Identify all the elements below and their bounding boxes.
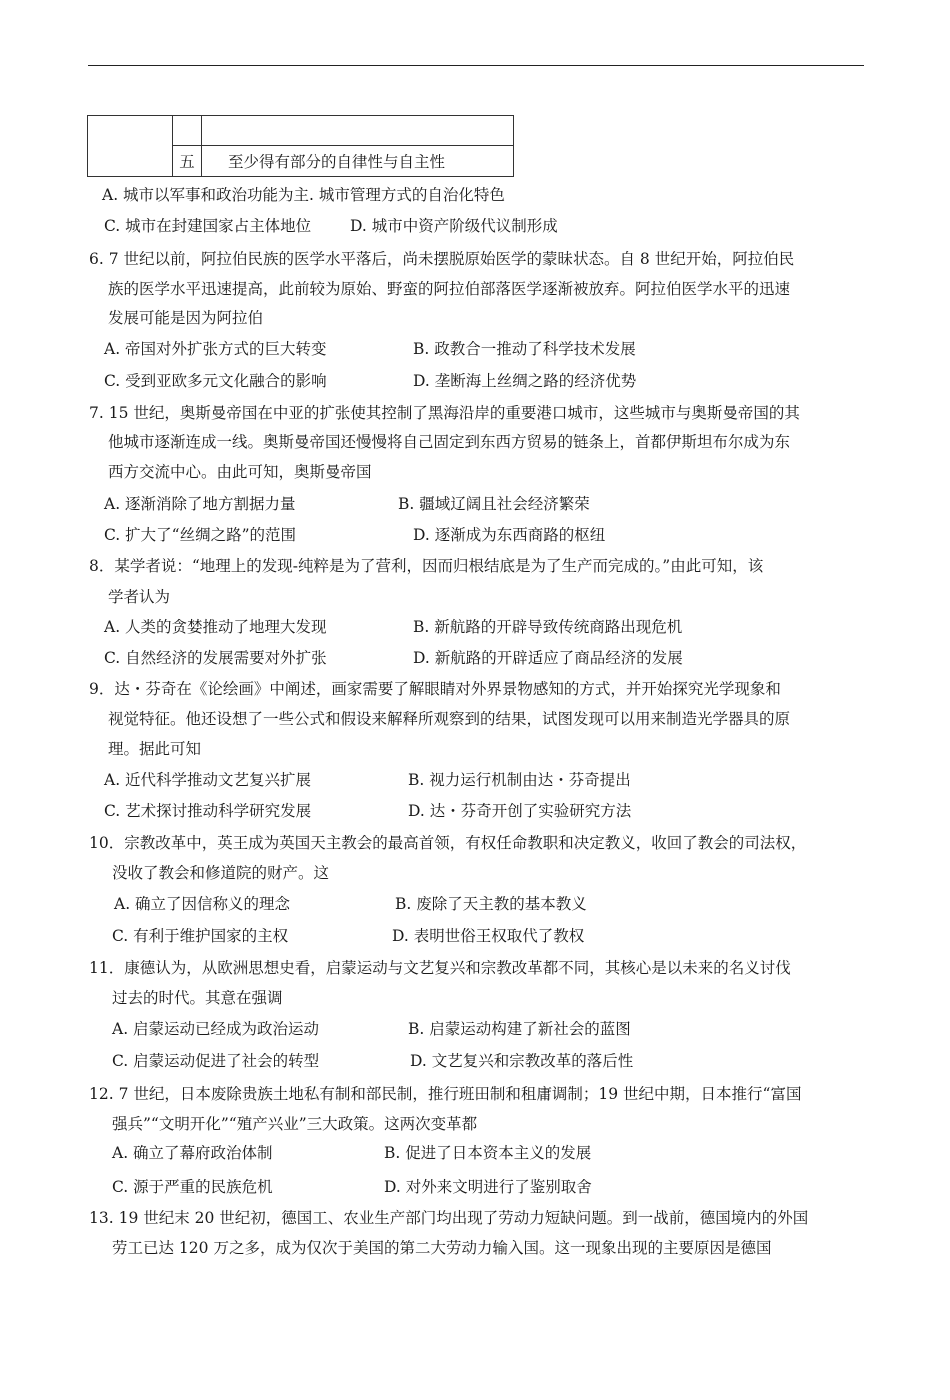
q7-stem-line3: 西方交流中心。由此可知，奥斯曼帝国 [108, 463, 372, 481]
q11-option-c: C. 启蒙运动促进了社会的转型 [112, 1052, 320, 1070]
q7-option-c: C. 扩大了“丝绸之路”的范围 [104, 526, 297, 544]
q6-stem-line1: 6. 7 世纪以前，阿拉伯民族的医学水平落后，尚未摆脱原始医学的蒙昧状态。自 8 世纪开始，阿拉伯民 [89, 250, 795, 268]
q8-option-b: B. 新航路的开辟导致传统商路出现危机 [413, 618, 683, 636]
q10-stem-line1: 10．宗教改革中，英王成为英国天主教会的最高首领，有权任命教职和决定教义，收回了教会的司法权， [89, 834, 807, 852]
q6-option-d: D. 垄断海上丝绸之路的经济优势 [413, 372, 637, 390]
q8-option-a: A. 人类的贪婪推动了地理大发现 [104, 618, 327, 636]
q6-option-a: A. 帝国对外扩张方式的巨大转变 [104, 340, 327, 358]
q6-option-b: B. 政教合一推动了科学技术发展 [413, 340, 636, 358]
q12-option-a: A. 确立了幕府政治体制 [112, 1144, 273, 1162]
q6-stem-line3: 发展可能是因为阿拉伯 [108, 309, 264, 327]
q12-option-b: B. 促进了日本资本主义的发展 [384, 1144, 592, 1162]
q10-option-c: C. 有利于维护国家的主权 [112, 927, 289, 945]
table-cell-empty [88, 116, 173, 177]
q11-stem-line2: 过去的时代。其意在强调 [112, 989, 283, 1007]
table-cell-empty [202, 116, 514, 146]
q7-option-d: D. 逐渐成为东西商路的枢纽 [413, 526, 606, 544]
q10-option-b: B. 废除了天主教的基本教义 [395, 895, 587, 913]
q9-stem-line2: 视觉特征。他还设想了一些公式和假设来解释所观察到的结果，试图发现可以用来制造光学器具的原 [108, 710, 791, 728]
q11-stem-line1: 11．康德认为，从欧洲思想史看，启蒙运动与文艺复兴和宗教改革都不同，其核心是以未来的名义讨伐 [89, 959, 791, 977]
q12-option-c: C. 源于严重的民族危机 [112, 1178, 273, 1196]
q7-stem-line2: 他城市逐渐连成一线。奥斯曼帝国还慢慢将自己固定到东西方贸易的链条上，首都伊斯坦布尔成为东 [108, 433, 791, 451]
q5-option-c: C. 城市在封建国家占主体地位 [104, 217, 312, 235]
q9-option-b: B. 视力运行机制由达・芬奇提出 [408, 771, 631, 789]
q8-stem-line2: 学者认为 [108, 588, 171, 606]
table-cell-empty [173, 116, 202, 146]
q10-option-d: D. 表明世俗王权取代了教权 [392, 927, 585, 945]
q5-option-a: A. 城市以军事和政治功能为主. 城市管理方式的自治化特色 [102, 186, 505, 204]
q13-stem-line2: 劳工已达 120 万之多，成为仅次于美国的第二大劳动力输入国。这一现象出现的主要原因是德国 [112, 1239, 772, 1257]
q9-stem-line1: 9．达・芬奇在《论绘画》中阐述，画家需要了解眼睛对外界景物感知的方式，并开始探究光学现象和 [89, 680, 781, 698]
q10-stem-line2: 没收了教会和修道院的财产。这 [112, 864, 330, 882]
q5-option-d: D. 城市中资产阶级代议制形成 [350, 217, 558, 235]
q7-stem-line1: 7. 15 世纪，奥斯曼帝国在中亚的扩张使其控制了黑海沿岸的重要港口城市，这些城市与奥斯曼帝国的其 [89, 404, 800, 422]
q6-option-c: C. 受到亚欧多元文化融合的影响 [104, 372, 327, 390]
q8-option-d: D. 新航路的开辟适应了商品经济的发展 [413, 649, 683, 667]
q7-option-a: A. 逐渐消除了地方割据力量 [104, 495, 296, 513]
table-row-text: 至少得有部分的自律性与自主性 [202, 146, 514, 177]
q8-option-c: C. 自然经济的发展需要对外扩张 [104, 649, 327, 667]
header-rule [88, 65, 864, 66]
q9-option-d: D. 达・芬奇开创了实验研究方法 [408, 802, 632, 820]
q7-option-b: B. 疆域辽阔且社会经济繁荣 [398, 495, 590, 513]
q11-option-b: B. 启蒙运动构建了新社会的蓝图 [408, 1020, 631, 1038]
q6-stem-line2: 族的医学水平迅速提高，此前较为原始、野蛮的阿拉伯部落医学逐渐被放弃。阿拉伯医学水平的迅速 [108, 280, 791, 298]
q8-stem-line1: 8．某学者说：“地理上的发现-纯粹是为了营利，因而归根结底是为了生产而完成的。”由此可知，该 [89, 557, 764, 575]
q9-stem-line3: 理。据此可知 [108, 740, 202, 758]
q9-option-c: C. 艺术探讨推动科学研究发展 [104, 802, 312, 820]
q12-option-d: D. 对外来文明进行了鉴别取舍 [384, 1178, 592, 1196]
q11-option-d: D. 文艺复兴和宗教改革的落后性 [410, 1052, 634, 1070]
fragment-table [87, 115, 514, 177]
q9-option-a: A. 近代科学推动文艺复兴扩展 [104, 771, 312, 789]
q13-stem-line1: 13. 19 世纪末 20 世纪初，德国工、农业生产部门均出现了劳动力短缺问题。到一战前，德国境内的外国 [89, 1209, 809, 1227]
q10-option-a: A. 确立了因信称义的理念 [114, 895, 291, 913]
q12-stem-line2: 强兵”“文明开化”“殖产兴业”三大政策。这两次变革都 [112, 1115, 478, 1133]
q12-stem-line1: 12. 7 世纪，日本废除贵族土地私有制和部民制，推行班田制和租庸调制；19 世纪中期，日本推行“富国 [89, 1085, 802, 1103]
q11-option-a: A. 启蒙运动已经成为政治运动 [112, 1020, 320, 1038]
table-row-number: 五 [173, 146, 202, 177]
